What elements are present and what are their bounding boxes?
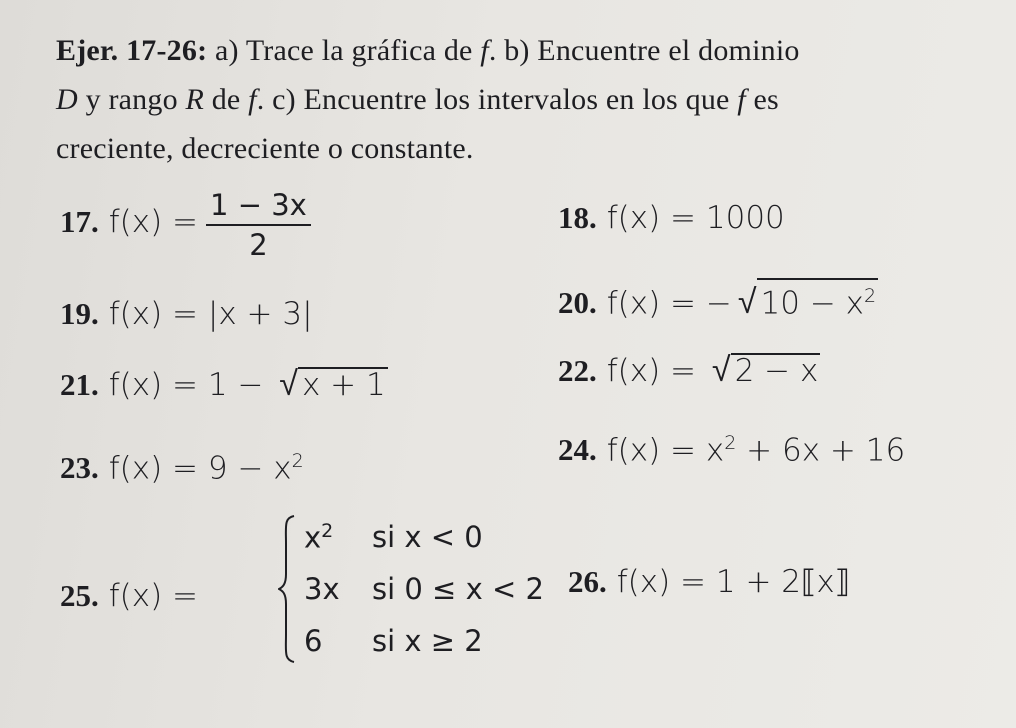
exercise-26	[568, 564, 850, 600]
radicand-text: 10 − x	[760, 285, 865, 322]
exponent: 2	[864, 285, 877, 307]
instruction-f: es	[745, 83, 779, 116]
exercise-21	[60, 364, 388, 404]
expression: f(x) = 9 − x	[108, 450, 292, 487]
instruction-b: . b) Encuentre el dominio	[488, 34, 800, 67]
instruction-a: a) Trace la gráfica de	[207, 34, 481, 67]
case-1	[304, 520, 483, 555]
f-symbol: f	[737, 83, 746, 116]
case-2	[304, 572, 544, 606]
sqrt-icon: √	[279, 364, 298, 404]
denominator: 2	[249, 228, 268, 262]
instruction-d: de	[204, 83, 249, 116]
case-expr: 3x	[304, 572, 340, 606]
exercise-number: 25.	[60, 578, 99, 613]
fraction-bar	[206, 224, 311, 226]
rest: + 6x + 16	[736, 432, 906, 469]
numerator: 1 − 3x	[210, 188, 307, 222]
lhs: f(x) =	[108, 204, 199, 241]
R-symbol: R	[185, 83, 205, 116]
lhs: f(x) = 1 −	[108, 367, 274, 403]
lhs: f(x) = x	[606, 432, 725, 469]
sqrt-icon: √	[737, 282, 757, 323]
lhs: f(x) =	[606, 353, 706, 389]
exercise-19	[60, 296, 313, 332]
exponent: 2	[291, 450, 304, 472]
sqrt-icon: √	[711, 350, 731, 390]
f-symbol: f	[248, 83, 257, 116]
exercise-23	[60, 450, 304, 486]
exercise-number: 20.	[558, 285, 597, 321]
exercise-24	[558, 432, 905, 468]
exercise-22	[558, 350, 820, 390]
exercise-number: 21.	[60, 367, 99, 402]
expression: f(x) = 1 + 2⟦x⟧	[616, 564, 851, 600]
exponent: 2	[321, 520, 334, 542]
left-brace-icon	[278, 514, 296, 664]
exercise-number: 26.	[568, 564, 607, 599]
f-symbol: f	[480, 34, 489, 67]
exercise-number: 24.	[558, 432, 597, 468]
case-condition: si x ≥ 2	[372, 624, 483, 658]
fraction	[206, 188, 311, 262]
lhs: f(x) =	[108, 578, 199, 614]
case-3	[304, 624, 483, 658]
exercise-20	[558, 278, 878, 322]
expression: f(x) = |x + 3|	[108, 296, 313, 332]
case-condition: si 0 ≤ x < 2	[372, 572, 544, 606]
radicand	[757, 278, 879, 322]
exercise-number: 18.	[558, 200, 597, 235]
instruction-c: y rango	[77, 83, 186, 116]
exercise-25	[60, 578, 198, 614]
exercise-number: 22.	[558, 353, 597, 388]
case-condition: si x < 0	[372, 520, 483, 554]
instructions	[56, 26, 956, 173]
exercise-number: 23.	[60, 450, 99, 486]
case-expr: x	[304, 520, 322, 555]
exercise-number: 17.	[60, 204, 99, 240]
instruction-line3: creciente, decreciente o constante.	[56, 132, 474, 165]
exercise-17	[60, 188, 311, 262]
instruction-e: . c) Encuentre los intervalos en los que	[256, 83, 738, 116]
expression: f(x) = 1000	[606, 200, 785, 236]
exercise-18	[558, 200, 785, 236]
case-expr: 6	[304, 624, 323, 658]
D-symbol: D	[56, 83, 78, 116]
exercise-number: 19.	[60, 296, 99, 331]
radicand: x + 1	[298, 367, 388, 401]
lhs: f(x) = −	[606, 285, 732, 322]
exponent: 2	[724, 432, 737, 454]
piecewise-cases	[278, 514, 558, 664]
exercise-range: Ejer. 17-26:	[56, 34, 208, 67]
radicand: 2 − x	[731, 353, 821, 387]
